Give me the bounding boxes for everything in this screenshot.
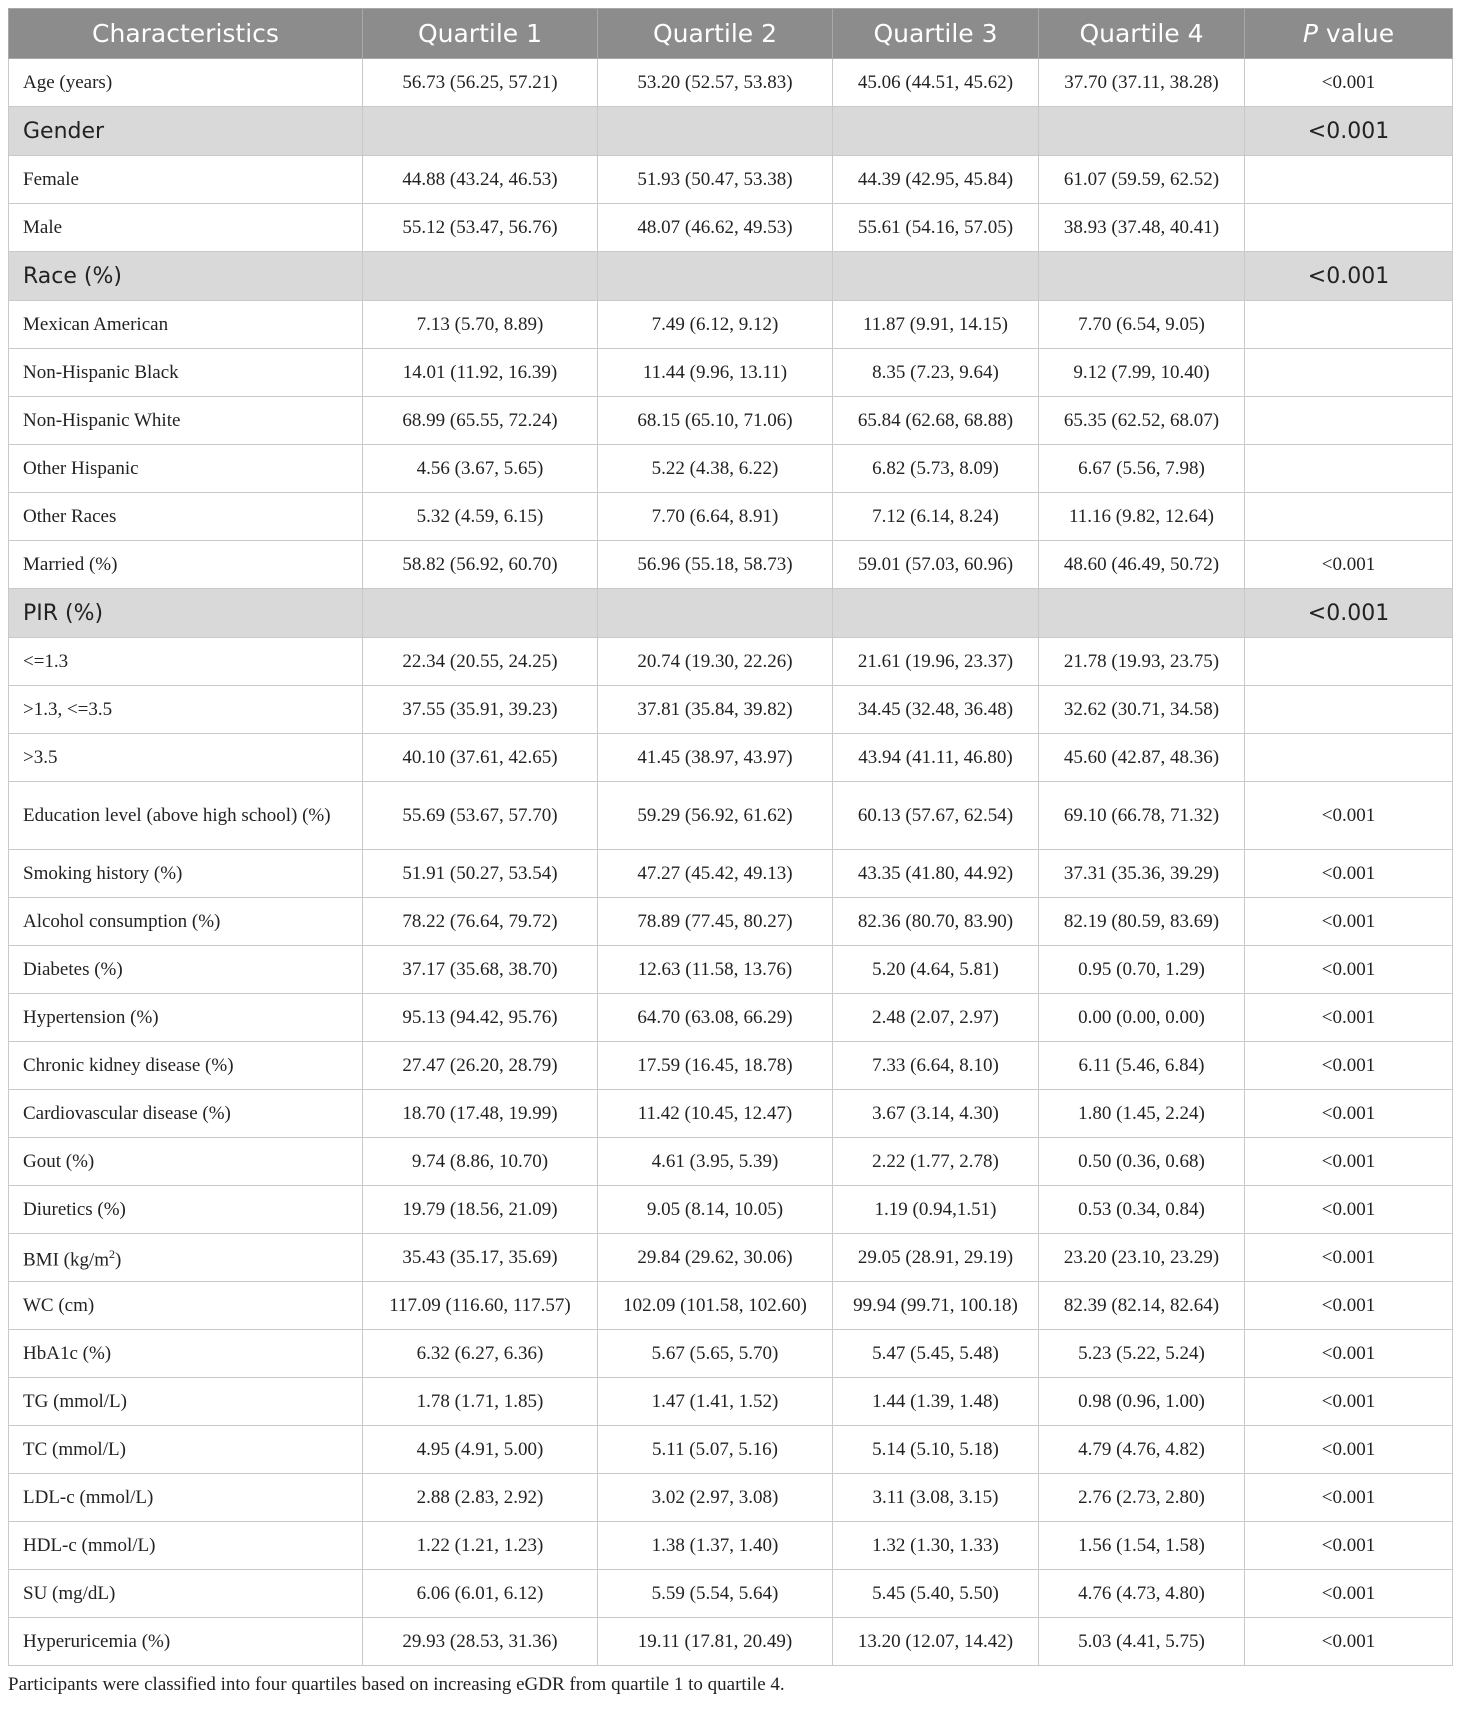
p-value-cell: <0.001 [1245,1138,1453,1186]
quartile-cell-q4: 45.60 (42.87, 48.36) [1039,734,1245,782]
quartile-cell-q3 [833,252,1039,301]
table-row [9,850,1453,898]
quartile-cell-q1: 6.32 (6.27, 6.36) [363,1330,598,1378]
quartile-cell-q3: 99.94 (99.71, 100.18) [833,1282,1039,1330]
table-row [9,1042,1453,1090]
table-row [9,397,1453,445]
quartile-cell-q2: 12.63 (11.58, 13.76) [598,946,833,994]
p-value-cell: <0.001 [1245,1090,1453,1138]
table-row [9,686,1453,734]
row-label: >1.3, <=3.5 [9,686,363,734]
quartile-cell-q3: 5.45 (5.40, 5.50) [833,1570,1039,1618]
p-value-cell: <0.001 [1245,1282,1453,1330]
quartile-cell-q2: 102.09 (101.58, 102.60) [598,1282,833,1330]
quartile-cell-q2: 64.70 (63.08, 66.29) [598,994,833,1042]
section-row [9,252,1453,301]
quartile-cell-q4: 5.03 (4.41, 5.75) [1039,1618,1245,1666]
quartile-cell-q2: 1.47 (1.41, 1.52) [598,1378,833,1426]
quartile-cell-q3: 55.61 (54.16, 57.05) [833,204,1039,252]
quartile-cell-q1: 37.17 (35.68, 38.70) [363,946,598,994]
quartile-cell-q1: 1.78 (1.71, 1.85) [363,1378,598,1426]
table-body [9,59,1453,1666]
quartile-cell-q2: 48.07 (46.62, 49.53) [598,204,833,252]
row-label: Non-Hispanic Black [9,349,363,397]
quartile-cell-q3: 34.45 (32.48, 36.48) [833,686,1039,734]
quartile-cell-q1: 55.12 (53.47, 56.76) [363,204,598,252]
header-quartile-1: Quartile 1 [363,9,598,59]
p-value-cell [1245,156,1453,204]
quartile-cell-q1: 22.34 (20.55, 24.25) [363,638,598,686]
quartile-cell-q2: 5.11 (5.07, 5.16) [598,1426,833,1474]
quartile-cell-q3: 7.12 (6.14, 8.24) [833,493,1039,541]
quartile-cell-q4: 82.19 (80.59, 83.69) [1039,898,1245,946]
table-row [9,1570,1453,1618]
row-label: Hyperuricemia (%) [9,1618,363,1666]
quartile-cell-q1: 35.43 (35.17, 35.69) [363,1234,598,1282]
quartile-cell-q3: 1.19 (0.94,1.51) [833,1186,1039,1234]
row-label: Diuretics (%) [9,1186,363,1234]
quartile-cell-q1: 9.74 (8.86, 10.70) [363,1138,598,1186]
quartile-cell-q4: 0.53 (0.34, 0.84) [1039,1186,1245,1234]
header-p-value [1245,9,1453,59]
p-value-cell: <0.001 [1245,107,1453,156]
row-label: WC (cm) [9,1282,363,1330]
quartile-cell-q4 [1039,589,1245,638]
quartile-cell-q2: 7.70 (6.64, 8.91) [598,493,833,541]
row-label: Female [9,156,363,204]
quartile-cell-q4: 6.67 (5.56, 7.98) [1039,445,1245,493]
quartile-cell-q1: 68.99 (65.55, 72.24) [363,397,598,445]
p-value-cell: <0.001 [1245,1570,1453,1618]
table-row [9,204,1453,252]
p-value-cell: <0.001 [1245,946,1453,994]
quartile-cell-q1: 14.01 (11.92, 16.39) [363,349,598,397]
quartile-cell-q4: 32.62 (30.71, 34.58) [1039,686,1245,734]
quartile-cell-q3: 43.35 (41.80, 44.92) [833,850,1039,898]
row-label: Gender [9,107,363,156]
quartile-cell-q1: 18.70 (17.48, 19.99) [363,1090,598,1138]
table-row [9,1522,1453,1570]
row-label [9,1234,363,1282]
row-label: Other Hispanic [9,445,363,493]
p-value-cell: <0.001 [1245,994,1453,1042]
p-value-cell: <0.001 [1245,1426,1453,1474]
p-value-cell [1245,445,1453,493]
table-row [9,59,1453,107]
quartile-cell-q1: 37.55 (35.91, 39.23) [363,686,598,734]
p-value-cell: <0.001 [1245,589,1453,638]
p-value-cell: <0.001 [1245,252,1453,301]
table-row [9,445,1453,493]
table-row [9,1138,1453,1186]
quartile-cell-q3: 3.67 (3.14, 4.30) [833,1090,1039,1138]
quartile-cell-q1: 117.09 (116.60, 117.57) [363,1282,598,1330]
table-row [9,301,1453,349]
row-label: Non-Hispanic White [9,397,363,445]
quartile-cell-q3: 5.14 (5.10, 5.18) [833,1426,1039,1474]
quartile-cell-q4: 82.39 (82.14, 82.64) [1039,1282,1245,1330]
quartile-cell-q1: 19.79 (18.56, 21.09) [363,1186,598,1234]
quartile-cell-q2 [598,107,833,156]
table-row [9,994,1453,1042]
quartile-cell-q2: 59.29 (56.92, 61.62) [598,782,833,850]
quartile-cell-q1: 6.06 (6.01, 6.12) [363,1570,598,1618]
quartile-cell-q2: 78.89 (77.45, 80.27) [598,898,833,946]
quartile-cell-q1: 58.82 (56.92, 60.70) [363,541,598,589]
quartile-cell-q1: 56.73 (56.25, 57.21) [363,59,598,107]
row-label: TC (mmol/L) [9,1426,363,1474]
quartile-cell-q4: 48.60 (46.49, 50.72) [1039,541,1245,589]
quartile-cell-q4: 11.16 (9.82, 12.64) [1039,493,1245,541]
table-row [9,734,1453,782]
quartile-cell-q4: 4.79 (4.76, 4.82) [1039,1426,1245,1474]
row-label: Gout (%) [9,1138,363,1186]
quartile-cell-q3: 7.33 (6.64, 8.10) [833,1042,1039,1090]
quartile-cell-q1 [363,252,598,301]
table-row [9,1618,1453,1666]
row-label: Diabetes (%) [9,946,363,994]
quartile-cell-q3: 3.11 (3.08, 3.15) [833,1474,1039,1522]
p-value-cell [1245,638,1453,686]
p-value-cell: <0.001 [1245,541,1453,589]
quartile-cell-q4: 7.70 (6.54, 9.05) [1039,301,1245,349]
table-row [9,349,1453,397]
quartile-cell-q2: 20.74 (19.30, 22.26) [598,638,833,686]
quartile-cell-q3: 43.94 (41.11, 46.80) [833,734,1039,782]
row-label: Cardiovascular disease (%) [9,1090,363,1138]
table-footnote: Participants were classified into four quartiles based on increasing eGDR from quartile 1 to quartile 4. [8,1674,785,1695]
table-row [9,156,1453,204]
p-value-cell [1245,734,1453,782]
quartile-cell-q3: 5.47 (5.45, 5.48) [833,1330,1039,1378]
quartile-cell-q1: 27.47 (26.20, 28.79) [363,1042,598,1090]
table-row [9,1090,1453,1138]
header-p-rest: value [1317,19,1395,48]
p-value-cell: <0.001 [1245,1378,1453,1426]
header-quartile-2: Quartile 2 [598,9,833,59]
quartile-cell-q2: 19.11 (17.81, 20.49) [598,1618,833,1666]
quartile-cell-q1: 95.13 (94.42, 95.76) [363,994,598,1042]
quartile-cell-q2 [598,589,833,638]
quartile-cell-q3: 60.13 (57.67, 62.54) [833,782,1039,850]
quartile-cell-q4: 9.12 (7.99, 10.40) [1039,349,1245,397]
quartile-cell-q2: 5.67 (5.65, 5.70) [598,1330,833,1378]
section-row [9,107,1453,156]
quartile-cell-q2: 9.05 (8.14, 10.05) [598,1186,833,1234]
quartile-cell-q1: 1.22 (1.21, 1.23) [363,1522,598,1570]
quartile-cell-q3: 2.22 (1.77, 2.78) [833,1138,1039,1186]
quartile-cell-q1: 55.69 (53.67, 57.70) [363,782,598,850]
quartile-cell-q3: 11.87 (9.91, 14.15) [833,301,1039,349]
quartile-cell-q1: 78.22 (76.64, 79.72) [363,898,598,946]
quartile-cell-q3: 45.06 (44.51, 45.62) [833,59,1039,107]
quartile-cell-q4: 21.78 (19.93, 23.75) [1039,638,1245,686]
quartile-cell-q1: 44.88 (43.24, 46.53) [363,156,598,204]
p-value-cell: <0.001 [1245,850,1453,898]
quartile-cell-q3: 44.39 (42.95, 45.84) [833,156,1039,204]
quartile-cell-q2 [598,252,833,301]
row-label-text: BMI (kg/m [23,1249,110,1271]
quartile-cell-q2: 1.38 (1.37, 1.40) [598,1522,833,1570]
quartile-cell-q4: 61.07 (59.59, 62.52) [1039,156,1245,204]
row-label: Race (%) [9,252,363,301]
table-row [9,541,1453,589]
table-row [9,898,1453,946]
quartile-cell-q4 [1039,107,1245,156]
row-label: >3.5 [9,734,363,782]
row-label: HDL-c (mmol/L) [9,1522,363,1570]
quartile-cell-q4: 38.93 (37.48, 40.41) [1039,204,1245,252]
quartile-cell-q2: 7.49 (6.12, 9.12) [598,301,833,349]
row-label: Male [9,204,363,252]
quartile-cell-q3: 13.20 (12.07, 14.42) [833,1618,1039,1666]
table-row [9,1186,1453,1234]
quartile-cell-q2: 51.93 (50.47, 53.38) [598,156,833,204]
quartile-cell-q2: 3.02 (2.97, 3.08) [598,1474,833,1522]
quartile-cell-q2: 17.59 (16.45, 18.78) [598,1042,833,1090]
quartile-cell-q2: 11.44 (9.96, 13.11) [598,349,833,397]
quartile-cell-q4: 23.20 (23.10, 23.29) [1039,1234,1245,1282]
row-label: HbA1c (%) [9,1330,363,1378]
p-value-cell [1245,301,1453,349]
p-value-cell: <0.001 [1245,59,1453,107]
table-row [9,1282,1453,1330]
p-value-cell: <0.001 [1245,1618,1453,1666]
p-value-cell: <0.001 [1245,1474,1453,1522]
quartile-cell-q3: 1.44 (1.39, 1.48) [833,1378,1039,1426]
table-row [9,1234,1453,1282]
quartile-cell-q4: 0.95 (0.70, 1.29) [1039,946,1245,994]
quartile-cell-q1: 4.95 (4.91, 5.00) [363,1426,598,1474]
table-container [8,8,1452,1696]
quartile-cell-q4: 65.35 (62.52, 68.07) [1039,397,1245,445]
quartile-cell-q2: 47.27 (45.42, 49.13) [598,850,833,898]
quartile-cell-q1: 51.91 (50.27, 53.54) [363,850,598,898]
quartile-cell-q1 [363,589,598,638]
section-row [9,589,1453,638]
row-label: Education level (above high school) (%) [9,782,363,850]
quartile-cell-q1: 7.13 (5.70, 8.89) [363,301,598,349]
row-label: SU (mg/dL) [9,1570,363,1618]
quartile-cell-q3: 82.36 (80.70, 83.90) [833,898,1039,946]
p-value-cell: <0.001 [1245,1042,1453,1090]
quartile-cell-q3 [833,589,1039,638]
quartile-cell-q4: 6.11 (5.46, 6.84) [1039,1042,1245,1090]
quartile-cell-q2: 11.42 (10.45, 12.47) [598,1090,833,1138]
p-value-cell: <0.001 [1245,782,1453,850]
row-label: Hypertension (%) [9,994,363,1042]
table-row [9,782,1453,850]
quartile-cell-q2: 68.15 (65.10, 71.06) [598,397,833,445]
row-label: Chronic kidney disease (%) [9,1042,363,1090]
quartile-cell-q1: 40.10 (37.61, 42.65) [363,734,598,782]
row-label: Alcohol consumption (%) [9,898,363,946]
quartile-cell-q2: 53.20 (52.57, 53.83) [598,59,833,107]
p-value-cell [1245,686,1453,734]
quartile-cell-q3: 21.61 (19.96, 23.37) [833,638,1039,686]
quartile-cell-q2: 5.22 (4.38, 6.22) [598,445,833,493]
p-value-cell: <0.001 [1245,1186,1453,1234]
row-label: Age (years) [9,59,363,107]
row-label-tail: ) [115,1249,122,1271]
row-label: PIR (%) [9,589,363,638]
quartile-cell-q4: 1.56 (1.54, 1.58) [1039,1522,1245,1570]
table-row [9,1426,1453,1474]
quartile-cell-q3: 65.84 (62.68, 68.88) [833,397,1039,445]
p-value-cell: <0.001 [1245,1522,1453,1570]
quartile-cell-q3: 1.32 (1.30, 1.33) [833,1522,1039,1570]
quartile-cell-q2: 5.59 (5.54, 5.64) [598,1570,833,1618]
quartile-cell-q3: 29.05 (28.91, 29.19) [833,1234,1039,1282]
quartile-cell-q2: 56.96 (55.18, 58.73) [598,541,833,589]
quartile-cell-q4: 1.80 (1.45, 2.24) [1039,1090,1245,1138]
quartile-cell-q4: 69.10 (66.78, 71.32) [1039,782,1245,850]
header-p-italic: P [1302,19,1318,48]
quartile-cell-q4: 5.23 (5.22, 5.24) [1039,1330,1245,1378]
quartile-cell-q1: 4.56 (3.67, 5.65) [363,445,598,493]
quartile-cell-q4: 37.70 (37.11, 38.28) [1039,59,1245,107]
row-label: Married (%) [9,541,363,589]
row-label: Mexican American [9,301,363,349]
quartile-cell-q3: 6.82 (5.73, 8.09) [833,445,1039,493]
quartile-cell-q2: 29.84 (29.62, 30.06) [598,1234,833,1282]
table-row [9,1474,1453,1522]
p-value-cell [1245,397,1453,445]
p-value-cell [1245,493,1453,541]
p-value-cell: <0.001 [1245,1330,1453,1378]
p-value-cell: <0.001 [1245,1234,1453,1282]
p-value-cell [1245,204,1453,252]
header-quartile-4: Quartile 4 [1039,9,1245,59]
quartile-cell-q2: 41.45 (38.97, 43.97) [598,734,833,782]
table-row [9,493,1453,541]
header-quartile-3: Quartile 3 [833,9,1039,59]
p-value-cell [1245,349,1453,397]
quartile-cell-q4: 0.00 (0.00, 0.00) [1039,994,1245,1042]
quartile-cell-q2: 4.61 (3.95, 5.39) [598,1138,833,1186]
quartile-cell-q1: 29.93 (28.53, 31.36) [363,1618,598,1666]
characteristics-table [8,8,1453,1666]
quartile-cell-q4: 0.50 (0.36, 0.68) [1039,1138,1245,1186]
quartile-cell-q4: 4.76 (4.73, 4.80) [1039,1570,1245,1618]
row-label: Smoking history (%) [9,850,363,898]
row-label: <=1.3 [9,638,363,686]
table-row [9,638,1453,686]
row-label-superscript: 2 [109,1247,116,1262]
p-value-cell: <0.001 [1245,898,1453,946]
quartile-cell-q3 [833,107,1039,156]
quartile-cell-q4 [1039,252,1245,301]
quartile-cell-q4: 0.98 (0.96, 1.00) [1039,1378,1245,1426]
quartile-cell-q3: 2.48 (2.07, 2.97) [833,994,1039,1042]
quartile-cell-q1: 5.32 (4.59, 6.15) [363,493,598,541]
table-row [9,946,1453,994]
table-row [9,1378,1453,1426]
row-label: TG (mmol/L) [9,1378,363,1426]
quartile-cell-q4: 37.31 (35.36, 39.29) [1039,850,1245,898]
row-label: Other Races [9,493,363,541]
header-characteristics: Characteristics [9,9,363,59]
quartile-cell-q1 [363,107,598,156]
table-row [9,1330,1453,1378]
quartile-cell-q2: 37.81 (35.84, 39.82) [598,686,833,734]
quartile-cell-q3: 59.01 (57.03, 60.96) [833,541,1039,589]
quartile-cell-q3: 5.20 (4.64, 5.81) [833,946,1039,994]
quartile-cell-q3: 8.35 (7.23, 9.64) [833,349,1039,397]
row-label: LDL-c (mmol/L) [9,1474,363,1522]
header-row [9,9,1453,59]
quartile-cell-q1: 2.88 (2.83, 2.92) [363,1474,598,1522]
quartile-cell-q4: 2.76 (2.73, 2.80) [1039,1474,1245,1522]
